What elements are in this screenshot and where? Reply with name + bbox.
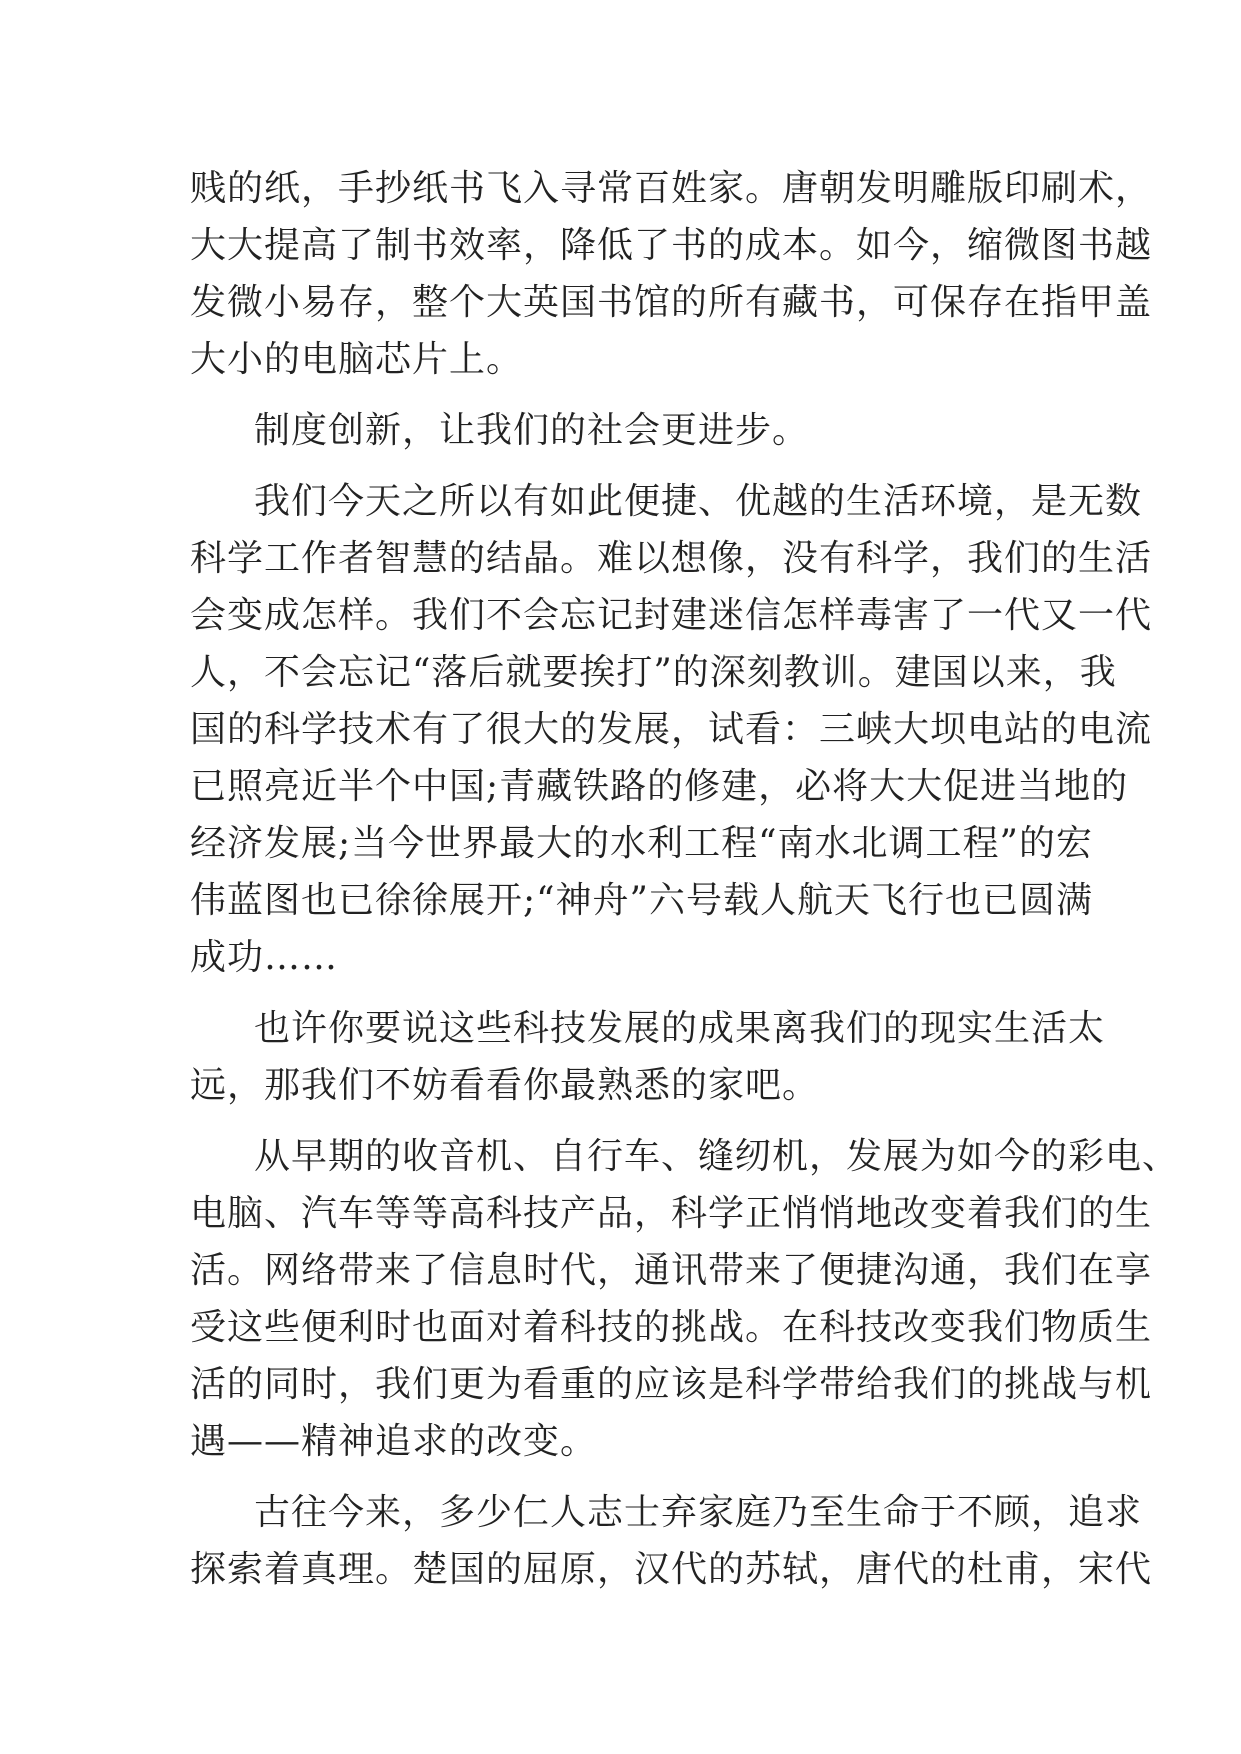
text-line: 活。网络带来了信息时代，通讯带来了便捷沟通，我们在享: [190, 1250, 1153, 1291]
text-line: 发微小易存，整个大英国书馆的所有藏书，可保存在指甲盖: [190, 282, 1153, 323]
text-line: 活的同时，我们更为看重的应该是科学带给我们的挑战与机: [190, 1364, 1153, 1405]
text-line: 人，不会忘记“落后就要挨打”的深刻教训。建国以来，我: [190, 652, 1117, 693]
paragraph-first-line: 我们今天之所以有如此便捷、优越的生活环境，是无数: [254, 481, 1143, 522]
document-body: [190, 160, 1180, 1598]
text-line: 电脑、汽车等等高科技产品，科学正悄悄地改变着我们的生: [190, 1193, 1153, 1234]
text-line: 远，那我们不妨看看你最熟悉的家吧。: [190, 1065, 820, 1106]
text-line: 探索着真理。楚国的屈原，汉代的苏轼，唐代的杜甫，宋代: [190, 1549, 1153, 1590]
text-line: 贱的纸，手抄纸书飞入寻常百姓家。唐朝发明雕版印刷术，: [190, 168, 1153, 209]
text-line: 已照亮近半个中国;青藏铁路的修建，必将大大促进当地的: [190, 766, 1129, 807]
text-line: 大小的电脑芯片上。: [190, 339, 524, 380]
paragraph-first-line: 也许你要说这些科技发展的成果离我们的现实生活太: [254, 1008, 1106, 1049]
paragraph-first-line: 制度创新，让我们的社会更进步。: [254, 410, 810, 451]
text-line: 遇——精神追求的改变。: [190, 1421, 598, 1462]
text-line: 成功……: [190, 937, 339, 978]
text-line: 经济发展;当今世界最大的水利工程“南水北调工程”的宏: [190, 823, 1093, 864]
text-line: 大大提高了制书效率，降低了书的成本。如今，缩微图书越: [190, 225, 1153, 266]
text-line: 科学工作者智慧的结晶。难以想像，没有科学，我们的生活: [190, 538, 1153, 579]
text-line: 受这些便利时也面对着科技的挑战。在科技改变我们物质生: [190, 1307, 1153, 1348]
text-line: 国的科学技术有了很大的发展，试看：三峡大坝电站的电流: [190, 709, 1153, 750]
paragraph-first-line: 古往今来，多少仁人志士弃家庭乃至生命于不顾，追求: [254, 1492, 1143, 1533]
text-line: 伟蓝图也已徐徐展开;“神舟”六号载人航天飞行也已圆满: [190, 880, 1093, 921]
paragraph-first-line: 从早期的收音机、自行车、缝纫机，发展为如今的彩电、: [254, 1136, 1180, 1177]
text-line: 会变成怎样。我们不会忘记封建迷信怎样毒害了一代又一代: [190, 595, 1153, 636]
